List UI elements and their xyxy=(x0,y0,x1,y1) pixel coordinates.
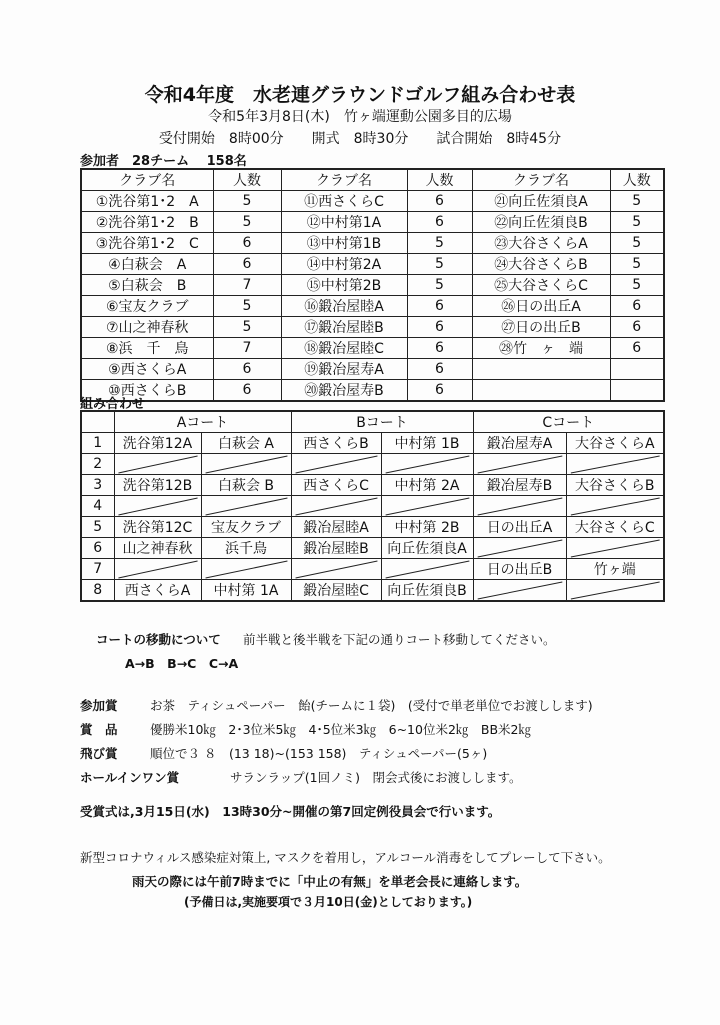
member-count: 5 xyxy=(610,212,664,233)
prize-label: 飛び賞 xyxy=(80,746,118,761)
table-row xyxy=(81,380,664,402)
club-name: ④白萩会 A xyxy=(81,254,213,275)
member-count: 5 xyxy=(213,296,281,317)
empty-slot xyxy=(291,496,381,517)
club-name: ⑥宝友クラブ xyxy=(81,296,213,317)
club-name: ⑳鍛冶屋寿B xyxy=(281,380,407,402)
round-number: 7 xyxy=(81,559,114,580)
member-count: 5 xyxy=(610,233,664,254)
empty-slot xyxy=(473,454,566,475)
corner-cell xyxy=(81,411,114,433)
round-number: 8 xyxy=(81,580,114,602)
club-name: ⑯鍛冶屋睦A xyxy=(281,296,407,317)
round-number: 6 xyxy=(81,538,114,559)
member-count: 5 xyxy=(407,275,472,296)
count-header: 人数 xyxy=(610,169,664,191)
match-team: 中村第 1B xyxy=(381,433,473,454)
member-count: 5 xyxy=(407,233,472,254)
prize-text: 順位で３ ８ (13 18)~(153 158) ティシュペーパー(5ヶ) xyxy=(150,746,488,761)
round-number: 2 xyxy=(81,454,114,475)
table-row xyxy=(81,275,664,296)
empty-slot xyxy=(114,454,201,475)
page-title: 令和4年度 水老連グラウンドゴルフ組み合わせ表 xyxy=(144,84,576,106)
club-name: ⑱鍛冶屋睦C xyxy=(281,338,407,359)
empty-slot xyxy=(566,496,664,517)
match-team: 浜千鳥 xyxy=(201,538,291,559)
member-count: 5 xyxy=(213,317,281,338)
member-count: 6 xyxy=(610,296,664,317)
empty-slot xyxy=(566,454,664,475)
club-name: ⑭中村第2A xyxy=(281,254,407,275)
match-team: 大谷さくらA xyxy=(566,433,664,454)
prize-text: サランラップ(1回ノミ) 閉会式後にお渡しします。 xyxy=(230,770,522,785)
match-team: 向丘佐須良A xyxy=(381,538,473,559)
match-team: 西さくらA xyxy=(114,580,201,602)
member-count: 6 xyxy=(407,212,472,233)
club-name: ⑨西さくらA xyxy=(81,359,213,380)
member-count: 6 xyxy=(213,233,281,254)
member-count: 5 xyxy=(610,191,664,212)
matches-table xyxy=(80,410,665,602)
club-name: ㉖日の出丘A xyxy=(472,296,610,317)
member-count: 6 xyxy=(213,380,281,402)
member-count: 7 xyxy=(213,275,281,296)
round-number: 1 xyxy=(81,433,114,454)
member-count xyxy=(610,380,664,402)
match-team: 大谷さくらC xyxy=(566,517,664,538)
prize-label: 賞 品 xyxy=(80,722,118,737)
member-count: 6 xyxy=(610,338,664,359)
club-header: クラブ名 xyxy=(281,169,407,191)
prize-label: ホールインワン賞 xyxy=(80,770,180,785)
round-number: 3 xyxy=(81,475,114,496)
courts-header-row xyxy=(81,411,664,433)
empty-slot xyxy=(381,559,473,580)
match-row xyxy=(81,559,664,580)
empty-slot xyxy=(201,454,291,475)
match-row xyxy=(81,475,664,496)
member-count: 6 xyxy=(407,191,472,212)
match-team: 西さくらB xyxy=(291,433,381,454)
club-name: ③洗谷第1･2 C xyxy=(81,233,213,254)
table-row xyxy=(81,233,664,254)
match-team: 洗谷第12C xyxy=(114,517,201,538)
move-rule: A→B B→C C→A xyxy=(125,656,239,671)
matches-label: 組み合わせ xyxy=(80,397,146,412)
table-row xyxy=(81,191,664,212)
member-count: 6 xyxy=(610,317,664,338)
table-row xyxy=(81,338,664,359)
empty-slot xyxy=(114,559,201,580)
club-name: ⑫中村第1A xyxy=(281,212,407,233)
move-text: 前半戦と後半戦を下記の通りコート移動してください。 xyxy=(243,632,556,647)
empty-slot xyxy=(381,454,473,475)
match-team: 西さくらC xyxy=(291,475,381,496)
match-team: 洗谷第12B xyxy=(114,475,201,496)
match-row xyxy=(81,496,664,517)
club-name xyxy=(472,359,610,380)
club-name: ㉒向丘佐須良B xyxy=(472,212,610,233)
club-name: ㉕大谷さくらC xyxy=(472,275,610,296)
schedule: 受付開始 8時00分 開式 8時30分 試合開始 8時45分 xyxy=(158,131,562,147)
match-team: 日の出丘A xyxy=(473,517,566,538)
empty-slot xyxy=(473,580,566,602)
club-name: ①洗谷第1･2 A xyxy=(81,191,213,212)
match-team: 中村第 2A xyxy=(381,475,473,496)
match-team: 鍛冶屋睦C xyxy=(291,580,381,602)
match-row xyxy=(81,517,664,538)
match-row xyxy=(81,433,664,454)
round-number: 5 xyxy=(81,517,114,538)
club-name: ⑤白萩会 B xyxy=(81,275,213,296)
empty-slot xyxy=(291,454,381,475)
member-count: 5 xyxy=(407,254,472,275)
match-row xyxy=(81,454,664,475)
club-name: ㉔大谷さくらB xyxy=(472,254,610,275)
empty-slot xyxy=(473,496,566,517)
club-header: クラブ名 xyxy=(472,169,610,191)
match-team: 鍛冶屋睦A xyxy=(291,517,381,538)
award-ceremony: 受賞式は,3月15日(水) 13時30分~開催の第7回定例役員会で行います。 xyxy=(80,804,501,819)
court-header: Aコート xyxy=(114,411,291,433)
match-team: 山之神春秋 xyxy=(114,538,201,559)
match-team: 鍛冶屋睦B xyxy=(291,538,381,559)
rain-note: 雨天の際には午前7時までに「中止の有無」を単老会長に連絡します。 xyxy=(132,874,528,889)
club-header: クラブ名 xyxy=(81,169,213,191)
teams-table xyxy=(80,168,665,402)
member-count: 6 xyxy=(407,317,472,338)
match-team: 洗谷第12A xyxy=(114,433,201,454)
count-header: 人数 xyxy=(407,169,472,191)
round-number: 4 xyxy=(81,496,114,517)
match-team: 鍛冶屋寿A xyxy=(473,433,566,454)
member-count: 5 xyxy=(213,212,281,233)
empty-slot xyxy=(201,496,291,517)
empty-slot xyxy=(291,559,381,580)
match-team: 鍛冶屋寿B xyxy=(473,475,566,496)
participants: 参加者 28チーム 158名 xyxy=(80,154,247,169)
club-name xyxy=(472,380,610,402)
empty-slot xyxy=(566,538,664,559)
member-count: 6 xyxy=(407,380,472,402)
table-row xyxy=(81,254,664,275)
club-name: ⑮中村第2B xyxy=(281,275,407,296)
match-team: 宝友クラブ xyxy=(201,517,291,538)
member-count: 5 xyxy=(213,191,281,212)
member-count: 6 xyxy=(213,359,281,380)
prize-text: お茶 ティシュペーパー 飴(チームに１袋) (受付で単老単位でお渡しします) xyxy=(150,698,593,713)
empty-slot xyxy=(201,559,291,580)
member-count: 7 xyxy=(213,338,281,359)
member-count: 6 xyxy=(407,338,472,359)
count-header: 人数 xyxy=(213,169,281,191)
match-row xyxy=(81,580,664,602)
empty-slot xyxy=(566,580,664,602)
table-row xyxy=(81,317,664,338)
match-team: 中村第 2B xyxy=(381,517,473,538)
club-name: ㉗日の出丘B xyxy=(472,317,610,338)
club-name: ⑩西さくらB xyxy=(81,380,213,402)
court-header: Bコート xyxy=(291,411,473,433)
member-count: 6 xyxy=(407,359,472,380)
table-row xyxy=(81,296,664,317)
match-team: 大谷さくらB xyxy=(566,475,664,496)
reserve-note: (予備日は,実施要項で３月10日(金)としております。) xyxy=(184,895,473,909)
club-name: ㉑向丘佐須良A xyxy=(472,191,610,212)
teams-header-row xyxy=(81,169,664,191)
club-name: ㉘竹 ヶ 端 xyxy=(472,338,610,359)
member-count xyxy=(610,359,664,380)
match-team: 中村第 1A xyxy=(201,580,291,602)
empty-slot xyxy=(114,496,201,517)
covid-note: 新型コロナウィルス感染症対策上, マスクを着用し，アルコール消毒をしてプレーして下さい。 xyxy=(80,850,611,865)
table-row xyxy=(81,212,664,233)
prize-label: 参加賞 xyxy=(80,698,118,713)
club-name: ⑪西さくらC xyxy=(281,191,407,212)
match-team: 白萩会 B xyxy=(201,475,291,496)
court-header: Cコート xyxy=(473,411,664,433)
match-team: 白萩会 A xyxy=(201,433,291,454)
club-name: ㉓大谷さくらA xyxy=(472,233,610,254)
prize-text: 優勝米10㎏ 2･3位米5㎏ 4･5位米3㎏ 6~10位米2㎏ BB米2㎏ xyxy=(150,722,532,737)
club-name: ⑦山之神春秋 xyxy=(81,317,213,338)
empty-slot xyxy=(381,496,473,517)
member-count: 5 xyxy=(610,275,664,296)
match-row xyxy=(81,538,664,559)
match-team: 向丘佐須良B xyxy=(381,580,473,602)
club-name: ②洗谷第1･2 B xyxy=(81,212,213,233)
member-count: 6 xyxy=(407,296,472,317)
match-team: 竹ヶ端 xyxy=(566,559,664,580)
club-name: ⑬中村第1B xyxy=(281,233,407,254)
table-row xyxy=(81,359,664,380)
club-name: ⑰鍛冶屋睦B xyxy=(281,317,407,338)
member-count: 5 xyxy=(610,254,664,275)
match-team: 日の出丘B xyxy=(473,559,566,580)
club-name: ⑲鍛冶屋寿A xyxy=(281,359,407,380)
date-place: 令和5年3月8日(木) 竹ヶ端運動公園多目的広場 xyxy=(208,109,512,125)
member-count: 6 xyxy=(213,254,281,275)
move-title: コートの移動について xyxy=(96,632,221,647)
club-name: ⑧浜 千 鳥 xyxy=(81,338,213,359)
empty-slot xyxy=(473,538,566,559)
